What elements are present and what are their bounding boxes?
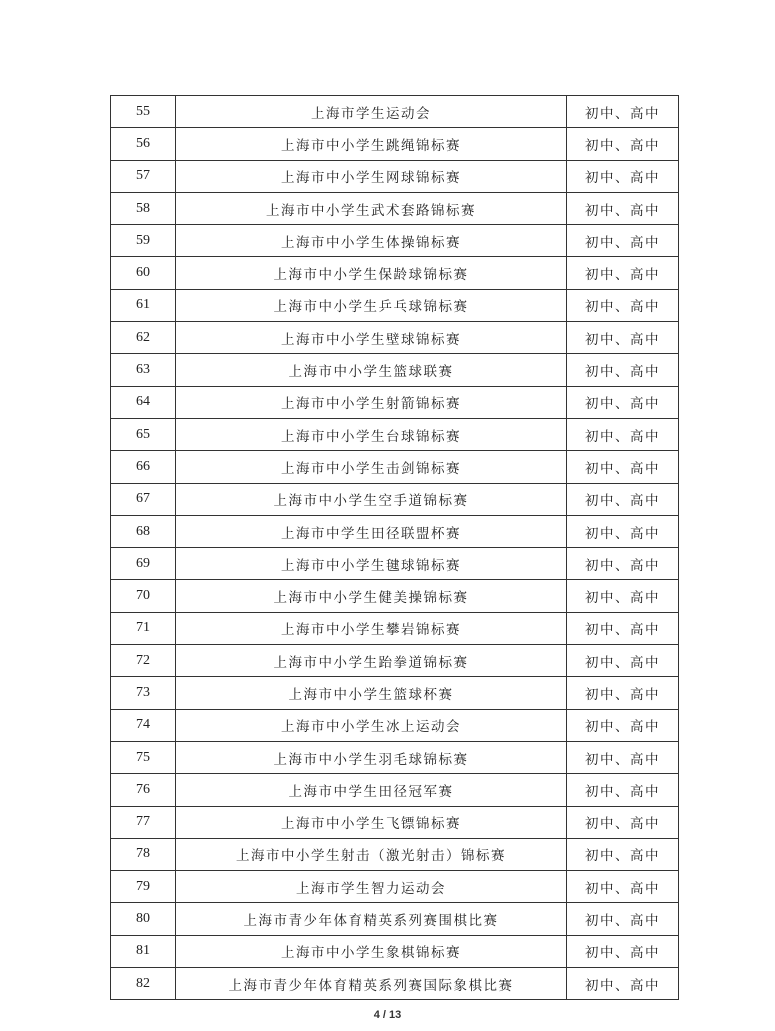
table-row xyxy=(111,515,679,547)
row-number-cell: 77 xyxy=(111,806,176,838)
school-level-cell: 初中、高中 xyxy=(567,96,679,128)
table-row xyxy=(111,903,679,935)
competition-name-cell: 上海市中小学生乒乓球锦标赛 xyxy=(176,289,567,321)
competition-name-cell: 上海市中小学生攀岩锦标赛 xyxy=(176,612,567,644)
competition-name-cell: 上海市中小学生跳绳锦标赛 xyxy=(176,128,567,160)
competition-name-cell: 上海市中小学生飞镖锦标赛 xyxy=(176,806,567,838)
row-number-cell: 70 xyxy=(111,580,176,612)
table-row xyxy=(111,451,679,483)
row-number-cell: 75 xyxy=(111,741,176,773)
table-row xyxy=(111,612,679,644)
row-number-cell: 71 xyxy=(111,612,176,644)
table-row xyxy=(111,257,679,289)
school-level-cell: 初中、高中 xyxy=(567,515,679,547)
table-row xyxy=(111,741,679,773)
school-level-cell: 初中、高中 xyxy=(567,580,679,612)
competition-name-cell: 上海市中小学生网球锦标赛 xyxy=(176,160,567,192)
school-level-cell: 初中、高中 xyxy=(567,903,679,935)
school-level-cell: 初中、高中 xyxy=(567,774,679,806)
competition-name-cell: 上海市中小学生击剑锦标赛 xyxy=(176,451,567,483)
row-number-cell: 68 xyxy=(111,515,176,547)
row-number-cell: 81 xyxy=(111,935,176,967)
table-row xyxy=(111,709,679,741)
page-number: 4 / 13 xyxy=(373,1009,402,1021)
competition-name-cell: 上海市中小学生健美操锦标赛 xyxy=(176,580,567,612)
competition-name-cell: 上海市学生智力运动会 xyxy=(176,871,567,903)
school-level-cell: 初中、高中 xyxy=(567,935,679,967)
competition-table xyxy=(110,95,679,1000)
table-row xyxy=(111,354,679,386)
table-row xyxy=(111,774,679,806)
row-number-cell: 66 xyxy=(111,451,176,483)
school-level-cell: 初中、高中 xyxy=(567,289,679,321)
row-number-cell: 82 xyxy=(111,968,176,1000)
competition-name-cell: 上海市中小学生篮球杯赛 xyxy=(176,677,567,709)
row-number-cell: 80 xyxy=(111,903,176,935)
school-level-cell: 初中、高中 xyxy=(567,192,679,224)
school-level-cell: 初中、高中 xyxy=(567,838,679,870)
table-row xyxy=(111,225,679,257)
row-number-cell: 67 xyxy=(111,483,176,515)
competition-name-cell: 上海市中学生田径联盟杯赛 xyxy=(176,515,567,547)
school-level-cell: 初中、高中 xyxy=(567,257,679,289)
row-number-cell: 76 xyxy=(111,774,176,806)
school-level-cell: 初中、高中 xyxy=(567,386,679,418)
row-number-cell: 56 xyxy=(111,128,176,160)
table-row xyxy=(111,418,679,450)
competition-name-cell: 上海市中小学生跆拳道锦标赛 xyxy=(176,645,567,677)
row-number-cell: 78 xyxy=(111,838,176,870)
competition-name-cell: 上海市中小学生篮球联赛 xyxy=(176,354,567,386)
table-row xyxy=(111,935,679,967)
table-row xyxy=(111,160,679,192)
competition-name-cell: 上海市中小学生冰上运动会 xyxy=(176,709,567,741)
competition-name-cell: 上海市中小学生保龄球锦标赛 xyxy=(176,257,567,289)
table-row xyxy=(111,289,679,321)
school-level-cell: 初中、高中 xyxy=(567,451,679,483)
table-row xyxy=(111,806,679,838)
table-row xyxy=(111,580,679,612)
table-row xyxy=(111,192,679,224)
row-number-cell: 55 xyxy=(111,96,176,128)
school-level-cell: 初中、高中 xyxy=(567,418,679,450)
row-number-cell: 79 xyxy=(111,871,176,903)
competition-name-cell: 上海市中小学生毽球锦标赛 xyxy=(176,548,567,580)
competition-name-cell: 上海市中小学生体操锦标赛 xyxy=(176,225,567,257)
table-row xyxy=(111,548,679,580)
row-number-cell: 62 xyxy=(111,322,176,354)
school-level-cell: 初中、高中 xyxy=(567,483,679,515)
row-number-cell: 59 xyxy=(111,225,176,257)
competition-table-body xyxy=(111,96,679,1000)
table-row xyxy=(111,96,679,128)
row-number-cell: 60 xyxy=(111,257,176,289)
competition-name-cell: 上海市中小学生射击（激光射击）锦标赛 xyxy=(176,838,567,870)
table-row xyxy=(111,128,679,160)
table-row xyxy=(111,483,679,515)
table-row xyxy=(111,677,679,709)
competition-name-cell: 上海市中小学生羽毛球锦标赛 xyxy=(176,741,567,773)
competition-name-cell: 上海市学生运动会 xyxy=(176,96,567,128)
school-level-cell: 初中、高中 xyxy=(567,612,679,644)
school-level-cell: 初中、高中 xyxy=(567,128,679,160)
school-level-cell: 初中、高中 xyxy=(567,548,679,580)
row-number-cell: 58 xyxy=(111,192,176,224)
school-level-cell: 初中、高中 xyxy=(567,677,679,709)
school-level-cell: 初中、高中 xyxy=(567,968,679,1000)
row-number-cell: 69 xyxy=(111,548,176,580)
competition-name-cell: 上海市中小学生射箭锦标赛 xyxy=(176,386,567,418)
row-number-cell: 72 xyxy=(111,645,176,677)
row-number-cell: 65 xyxy=(111,418,176,450)
competition-name-cell: 上海市中小学生空手道锦标赛 xyxy=(176,483,567,515)
school-level-cell: 初中、高中 xyxy=(567,354,679,386)
school-level-cell: 初中、高中 xyxy=(567,741,679,773)
table-row xyxy=(111,645,679,677)
row-number-cell: 64 xyxy=(111,386,176,418)
school-level-cell: 初中、高中 xyxy=(567,160,679,192)
competition-name-cell: 上海市青少年体育精英系列赛围棋比赛 xyxy=(176,903,567,935)
table-row xyxy=(111,871,679,903)
school-level-cell: 初中、高中 xyxy=(567,645,679,677)
table-row xyxy=(111,838,679,870)
table-row xyxy=(111,968,679,1000)
school-level-cell: 初中、高中 xyxy=(567,709,679,741)
row-number-cell: 61 xyxy=(111,289,176,321)
table-row xyxy=(111,322,679,354)
table-row xyxy=(111,386,679,418)
row-number-cell: 73 xyxy=(111,677,176,709)
competition-name-cell: 上海市中小学生台球锦标赛 xyxy=(176,418,567,450)
school-level-cell: 初中、高中 xyxy=(567,225,679,257)
school-level-cell: 初中、高中 xyxy=(567,806,679,838)
competition-name-cell: 上海市青少年体育精英系列赛国际象棋比赛 xyxy=(176,968,567,1000)
competition-name-cell: 上海市中小学生象棋锦标赛 xyxy=(176,935,567,967)
competition-name-cell: 上海市中学生田径冠军赛 xyxy=(176,774,567,806)
row-number-cell: 63 xyxy=(111,354,176,386)
row-number-cell: 57 xyxy=(111,160,176,192)
competition-name-cell: 上海市中小学生武术套路锦标赛 xyxy=(176,192,567,224)
row-number-cell: 74 xyxy=(111,709,176,741)
competition-name-cell: 上海市中小学生壁球锦标赛 xyxy=(176,322,567,354)
school-level-cell: 初中、高中 xyxy=(567,322,679,354)
school-level-cell: 初中、高中 xyxy=(567,871,679,903)
